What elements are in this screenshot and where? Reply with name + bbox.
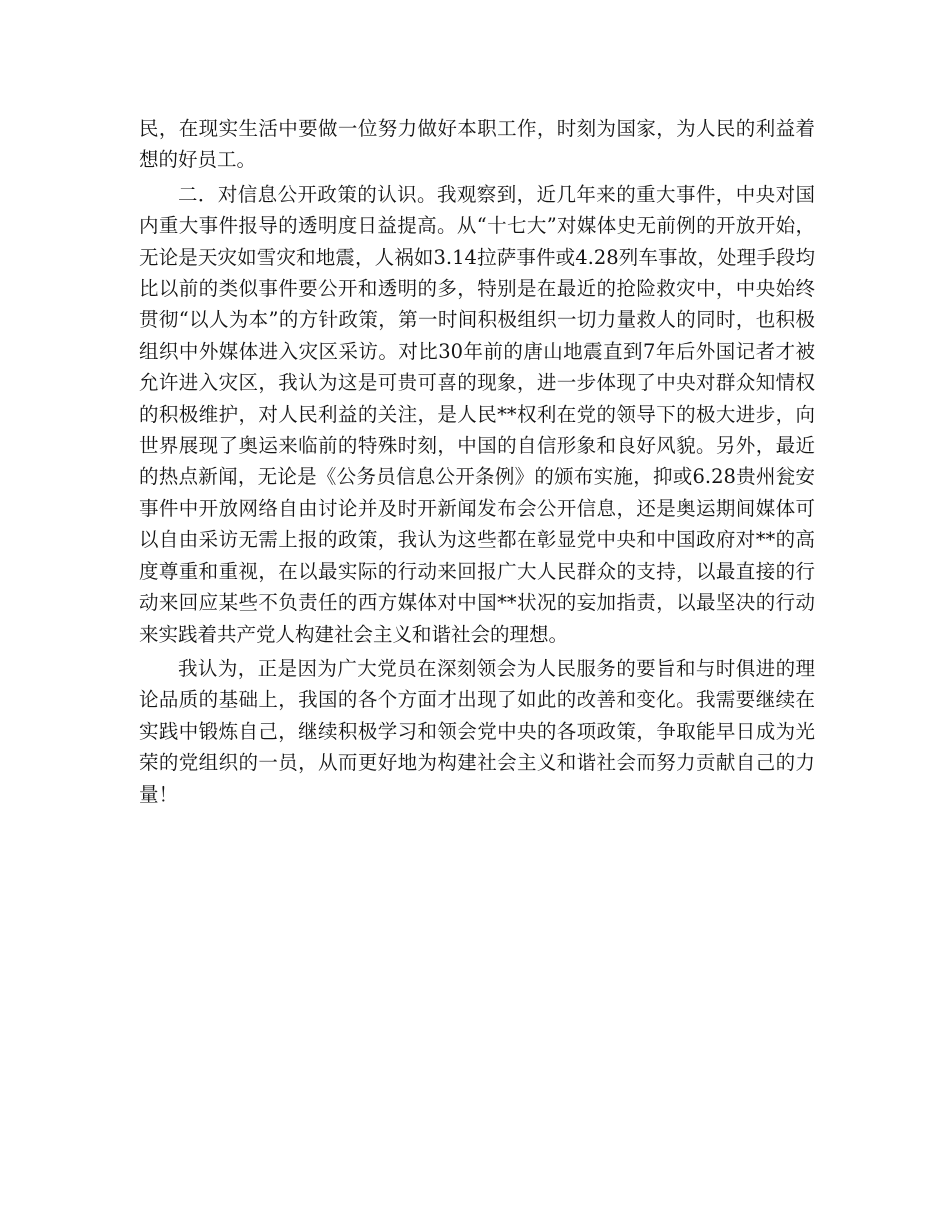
paragraph-info-disclosure: 二．对信息公开政策的认识。我观察到，近几年来的重大事件，中央对国内重大事件报导的透明度日益提高。从“十七大”对媒体史无前例的开放开始，无论是天灾如雪灾和地震，人祸如3.14拉萨事件或4.28列车事故，处理手段均比以前的类似事件要公开和透明的多，特别是在最近的抢险救灾中，中央始终贯彻“以人为本”的方针政策，第一时间积极组织一切力量救人的同时，也积极组织中外媒体进入灾区采访。对比30年前的唐山地震直到7年后外国记者才被允许进入灾区，我认为这是可贵可喜的现象，进一步体现了中央对群众知情权的积极维护，对人民利益的关注，是人民**权利在党的领导下的极大进步，向世界展现了奥运来临前的特殊时刻，中国的自信形象和良好风貌。另外，最近的热点新闻，无论是《公务员信息公开条例》的颁布实施，抑或6.28贵州瓮安事件中开放网络自由讨论并及时开新闻发布会公开信息，还是奥运期间媒体可以自由采访无需上报的政策，我认为这些都在彰显党中央和中国政府对**的高度尊重和重视，在以最实际的行动来回报广大人民群众的支持，以最直接的行动来回应某些不负责任的西方媒体对中国**状况的妄加指责，以最坚决的行动来实践着共产党人构建社会主义和谐社会的理想。 [139,182,815,646]
document-body [139,113,815,813]
paragraph-conclusion: 我认为，正是因为广大党员在深刻领会为人民服务的要旨和与时俱进的理论品质的基础上，我国的各个方面才出现了如此的改善和变化。我需要继续在实践中锻炼自己，继续积极学习和领会党中央的各项政策，争取能早日成为光荣的党组织的一员，从而更好地为构建社会主义和谐社会而努力贡献自己的力量！ [139,656,815,806]
paragraph-continuation: 民，在现实生活中要做一位努力做好本职工作，时刻为国家，为人民的利益着想的好员工。 [139,117,815,172]
